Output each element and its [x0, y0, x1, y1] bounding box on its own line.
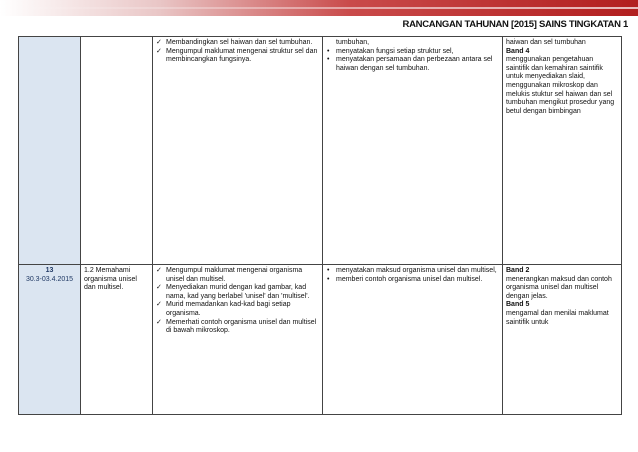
activity-list — [156, 267, 319, 336]
week-cell — [19, 37, 81, 265]
criteria-text: menerangkan maksud dan contoh organisma unisel dan multisel dengan jelas. — [506, 275, 612, 300]
activity-text: Menyediakan murid dengan kad gambar, kad nama, kad yang berlabel 'unisel' dan 'multisel'. — [166, 284, 310, 300]
week-dates: 30.3-03.4.2015 — [25, 275, 74, 283]
learning-outcomes-cell — [323, 37, 503, 265]
standard-cell — [81, 265, 153, 415]
learning-outcomes-cell — [323, 265, 503, 415]
outcome-text: menyatakan fungsi setiap struktur sel, — [336, 47, 454, 55]
list-item — [156, 319, 319, 336]
bullet-icon: • — [327, 47, 330, 55]
outcome-list — [326, 48, 499, 74]
list-item — [156, 39, 319, 48]
criteria-text: menggunakan pengetahuan saintifik dan kemahiran saintifik untuk menyediakan slaid, menggunakan mikroskop dan melukis stuktur sel haiwan dan sel tumbuhan mengikut prosedur yang betul dengan bimbingan — [506, 56, 615, 115]
activities-cell — [153, 37, 323, 265]
checkmark-icon: ✓ — [156, 301, 162, 309]
yearly-plan-table — [18, 36, 622, 415]
table-row — [19, 37, 622, 265]
list-item — [326, 276, 499, 285]
list-item — [156, 48, 319, 65]
header-bar-stripe — [0, 7, 638, 9]
header-decorative-bar — [0, 0, 638, 16]
activities-cell — [153, 265, 323, 415]
checkmark-icon: ✓ — [156, 267, 162, 274]
criteria-cell — [503, 265, 622, 415]
activity-text: Membandingkan sel haiwan dan sel tumbuhan. — [166, 39, 313, 46]
outcome-text: menyatakan persamaan dan perbezaan antara sel haiwan dengan sel tumbuhan. — [336, 56, 493, 72]
list-item — [326, 48, 499, 57]
outcome-text: memberi contoh organisma unisel dan multisel. — [336, 275, 483, 283]
week-cell — [19, 265, 81, 415]
outcome-continuation: tumbuhan, — [336, 39, 370, 46]
band-label: Band 2 — [506, 267, 530, 274]
learning-standard: 1.2 Memahami organisma unisel dan multisel. — [84, 267, 137, 292]
standard-cell — [81, 37, 153, 265]
document-header-title: RANCANGAN TAHUNAN [2015] SAINS TINGKATAN 1 — [402, 19, 628, 30]
bullet-icon: • — [327, 267, 330, 274]
criteria-lead-text: haiwan dan sel tumbuhan — [506, 39, 586, 46]
table-row — [19, 265, 622, 415]
week-number: 13 — [45, 267, 54, 274]
bullet-icon: • — [327, 275, 330, 283]
bullet-icon: • — [327, 56, 330, 64]
checkmark-icon: ✓ — [156, 318, 162, 326]
checkmark-icon: ✓ — [156, 284, 162, 292]
band-label: Band 5 — [506, 301, 530, 309]
criteria-cell — [503, 37, 622, 265]
activity-text: Memerhati contoh organisma unisel dan multisel di bawah mikroskop. — [166, 318, 317, 335]
activity-list — [156, 39, 319, 65]
activity-text: Mengumpul maklumat mengenai organisma unisel dan multisel. — [166, 267, 303, 283]
criteria-text: mengamal dan menilai maklumat saintifik untuk — [506, 309, 609, 326]
activity-text: Murid memadankan kad-kad bagi setiap organisma. — [166, 301, 291, 317]
band-label: Band 4 — [506, 47, 530, 55]
list-item — [326, 56, 499, 73]
list-item — [156, 284, 319, 301]
list-item — [156, 301, 319, 318]
list-item — [156, 267, 319, 284]
outcome-text: menyatakan maksud organisma unisel dan multisel, — [336, 267, 497, 274]
checkmark-icon: ✓ — [156, 47, 162, 55]
outcome-list — [326, 267, 499, 284]
checkmark-icon: ✓ — [156, 39, 162, 46]
activity-text: Mengumpul maklumat mengenai struktur sel dan membincangkan fungsinya. — [166, 47, 318, 64]
list-item — [326, 267, 499, 276]
